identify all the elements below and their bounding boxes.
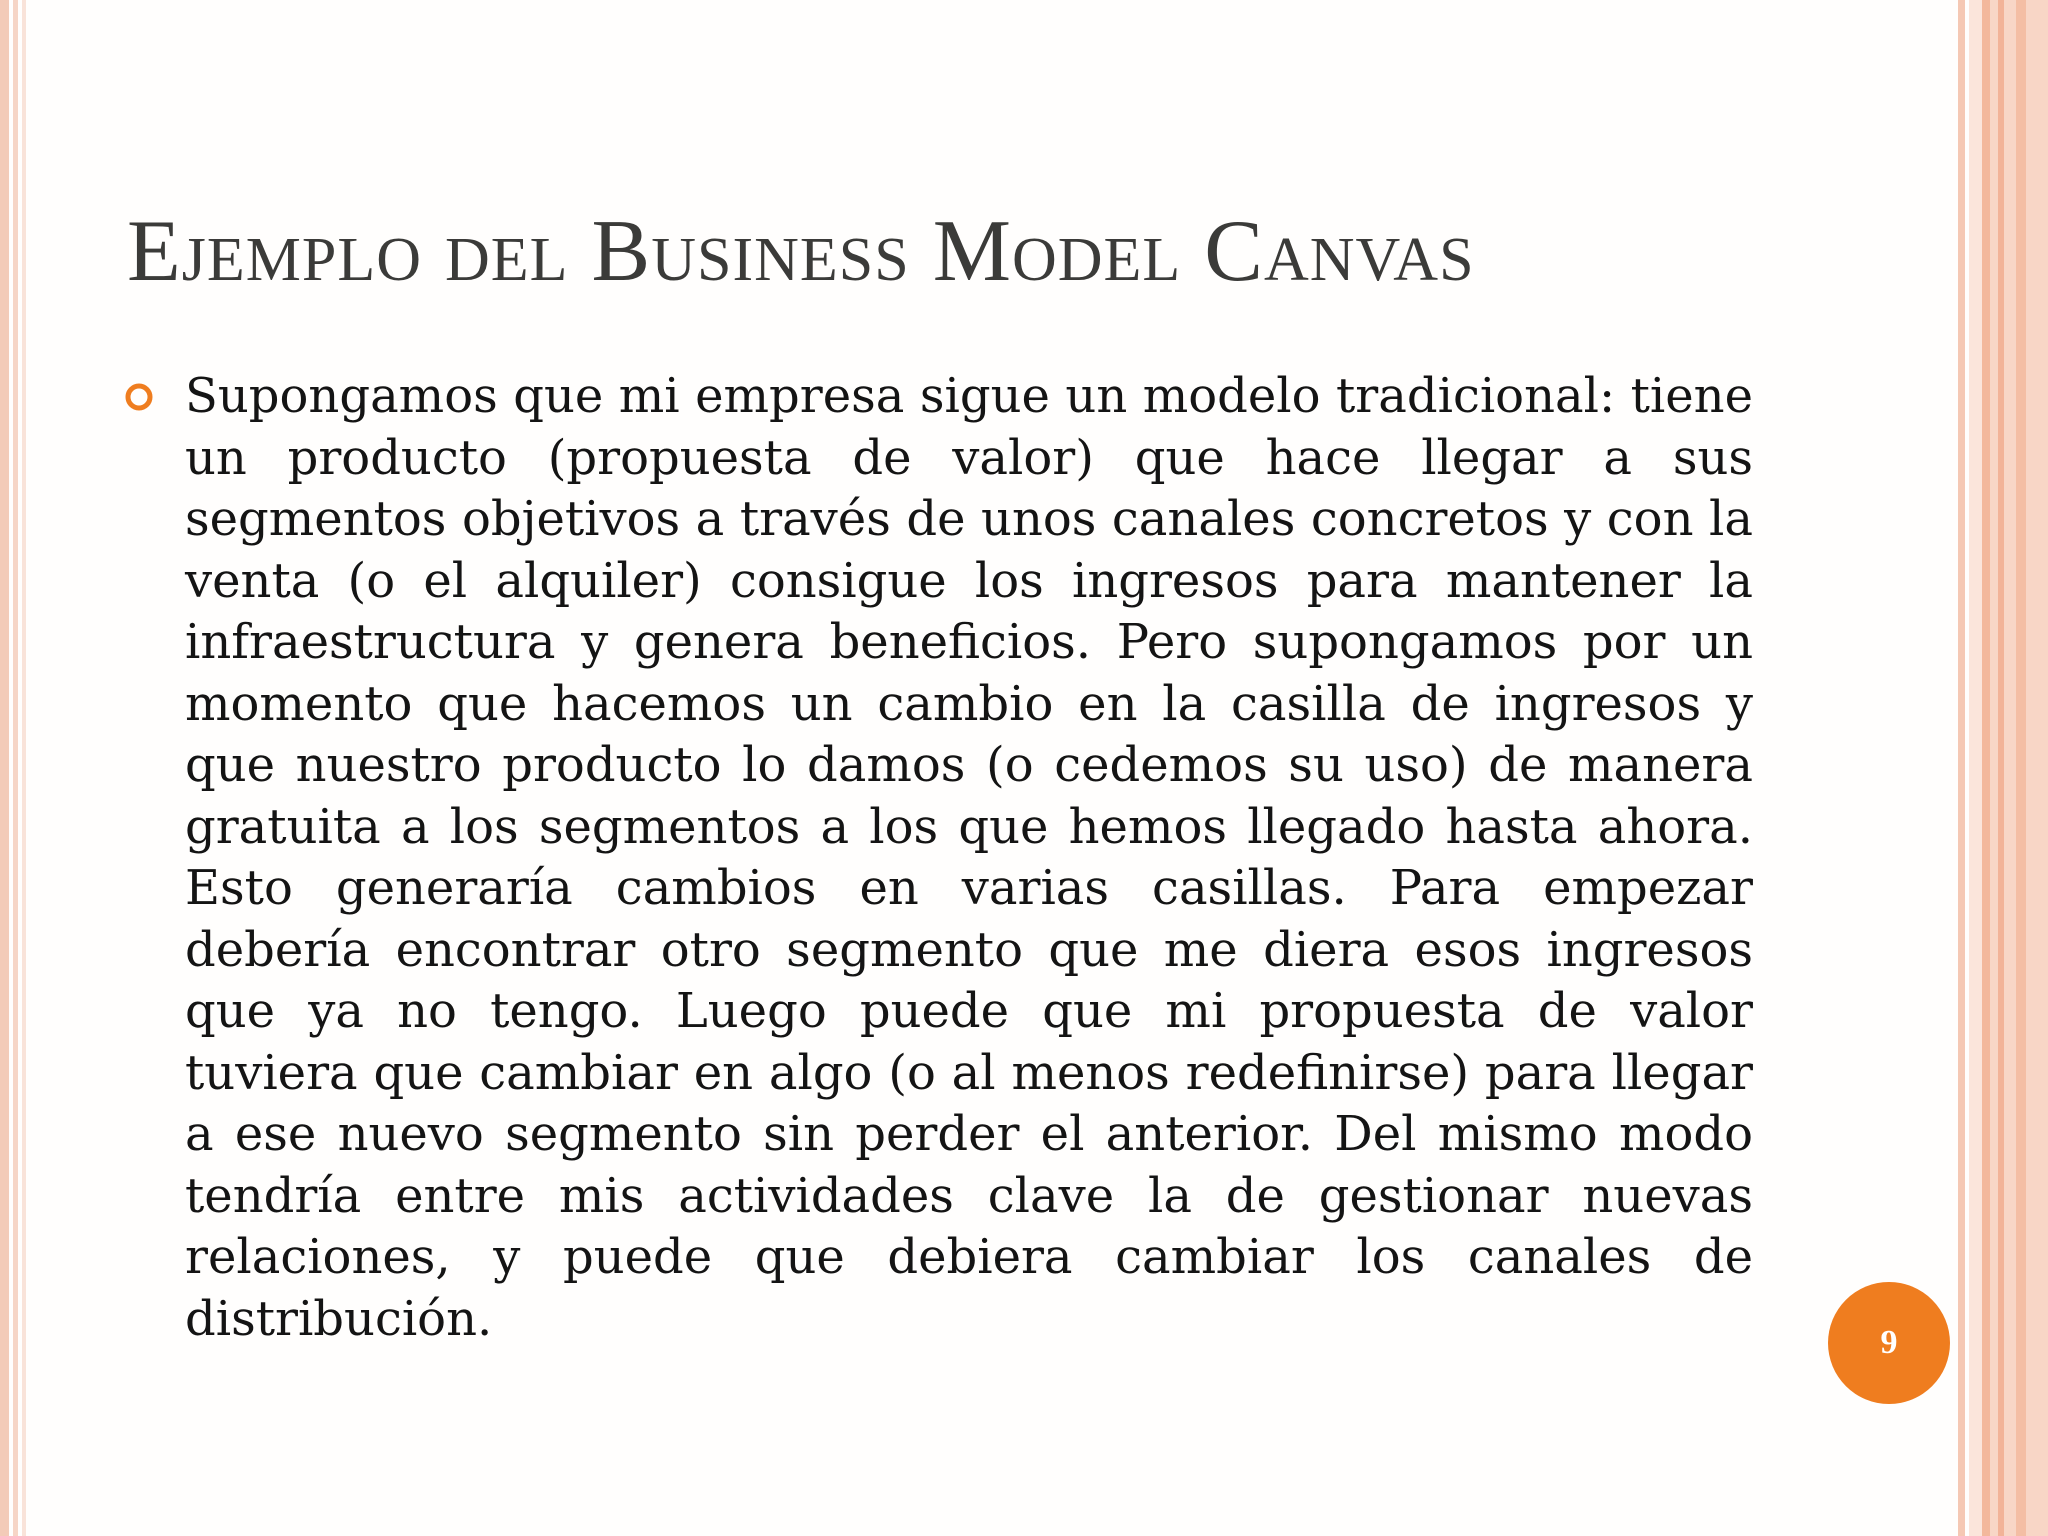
- right-border-stripe: [1958, 0, 1965, 1536]
- page-number: 9: [1880, 1324, 1898, 1361]
- right-border-stripe: [2016, 0, 2026, 1536]
- bullet-circle-icon: [123, 381, 155, 413]
- right-border-stripe: [1998, 0, 2004, 1536]
- left-border-stripe: [13, 0, 18, 1536]
- bullet-text: Supongamos que mi empresa sigue un modelo tradicional: tiene un producto (propuesta de valor) que hace llegar a sus segmentos objetivos a través de unos canales concretos y con la venta (o el alquiler) consigue los ingresos para mantener la infraestructura y genera beneficios. Pero supongamos por un momento que hacemos un cambio en la casilla de ingresos y que nuestro producto lo damos (o cedemos su uso) de manera gratuita a los segmentos a los que hemos llegado hasta ahora. Esto generaría cambios en varias casillas. Para empezar debería encontrar otro segmento que me diera esos ingresos que ya no tengo. Luego puede que mi propuesta de valor tuviera que cambiar en algo (o al menos redefinirse) para llegar a ese nuevo segmento sin perder el anterior. Del mismo modo tendría entre mis actividades clave la de gestionar nuevas relaciones, y puede que debiera cambiar los canales de distribución.: [185, 368, 1753, 1347]
- slide-title: Ejemplo del Business Model Canvas: [127, 203, 1475, 300]
- left-border-stripe: [0, 0, 9, 1536]
- left-border-stripe: [22, 0, 26, 1536]
- page-number-badge: [1828, 1282, 1950, 1404]
- right-border-stripe: [1982, 0, 1990, 1536]
- right-border-stripe: [1969, 0, 1982, 1536]
